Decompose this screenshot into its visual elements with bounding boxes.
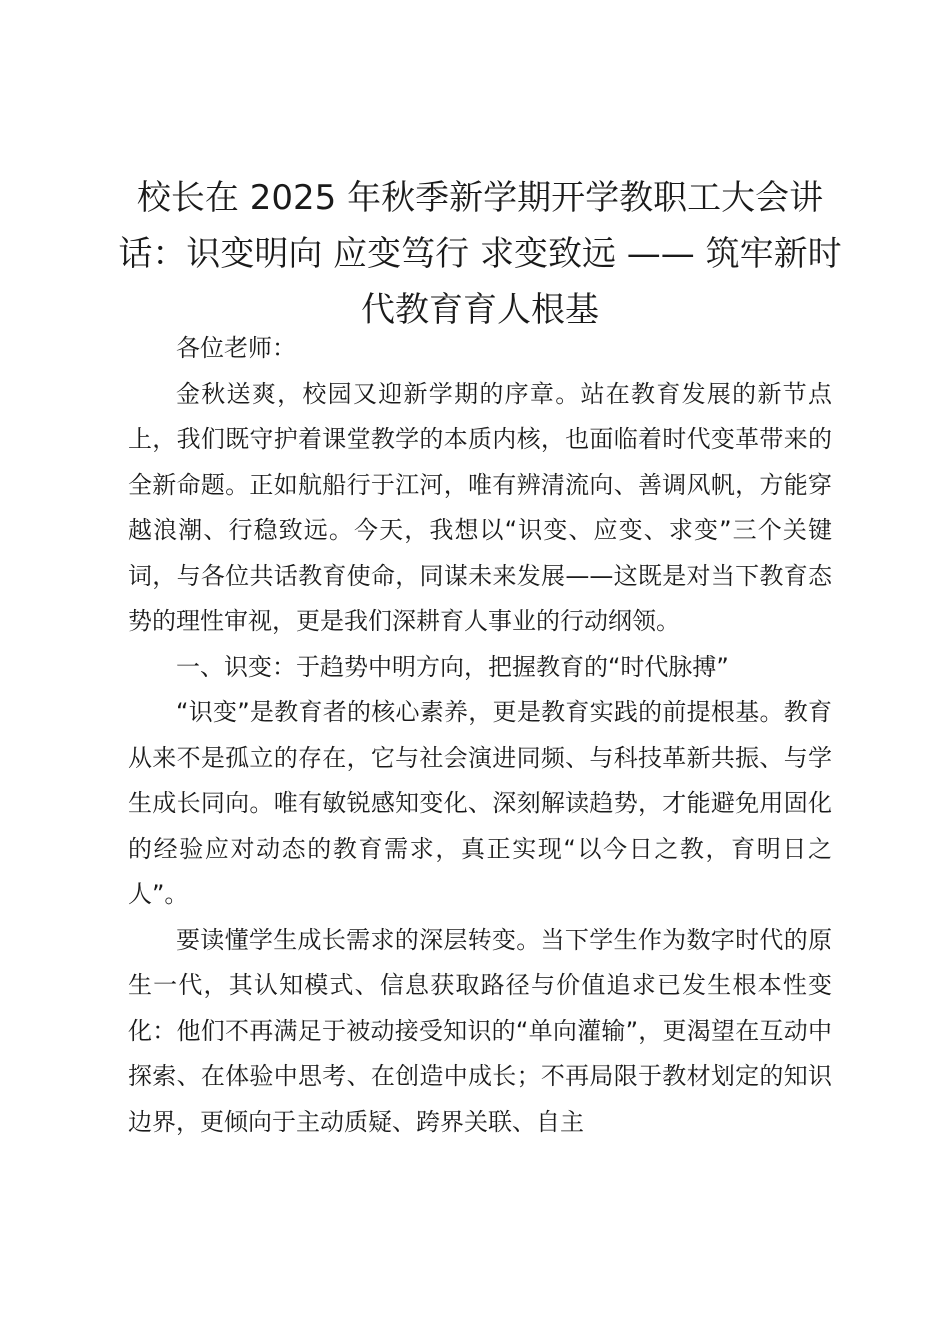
paragraph-intro: 金秋送爽，校园又迎新学期的序章。站在教育发展的新节点上，我们既守护着课堂教学的本质内核，也面临着时代变革带来的全新命题。正如航船行于江河，唯有辨清流向、善调风帆，方能穿越浪潮、行稳致远。今天，我想以“识变、应变、求变”三个关键词，与各位共话教育使命，同谋未来发展——这既是对当下教育态势的理性审视，更是我们深耕育人事业的行动纲领。 <box>128 379 832 635</box>
salutation: 各位老师： <box>176 334 296 362</box>
paragraph: “识变”是教育者的核心素养，更是教育实践的前提根基。教育从来不是孤立的存在，它与社会演进同频、与科技革新共振、与学生成长同向。唯有敏锐感知变化、深刻解读趋势，才能避免用固化的经验应对动态的教育需求，真正实现“以今日之教，育明日之人”。 <box>128 698 832 908</box>
document-body <box>128 326 832 1145</box>
paragraph: 要读懂学生成长需求的深层转变。当下学生作为数字时代的原生一代，其认知模式、信息获取路径与价值追求已发生根本性变化：他们不再满足于被动接受知识的“单向灌输”，更渴望在互动中探索、在体验中思考、在创造中成长；不再局限于教材划定的知识边界，更倾向于主动质疑、跨界关联、自主 <box>128 925 832 1136</box>
section-heading: 一、识变：于趋势中明方向，把握教育的“时代脉搏” <box>176 652 729 681</box>
document-title: 校长在 2025 年秋季新学期开学教职工大会讲话：识变明向 应变笃行 求变致远 —— 筑牢新时代教育育人根基 <box>118 178 842 330</box>
